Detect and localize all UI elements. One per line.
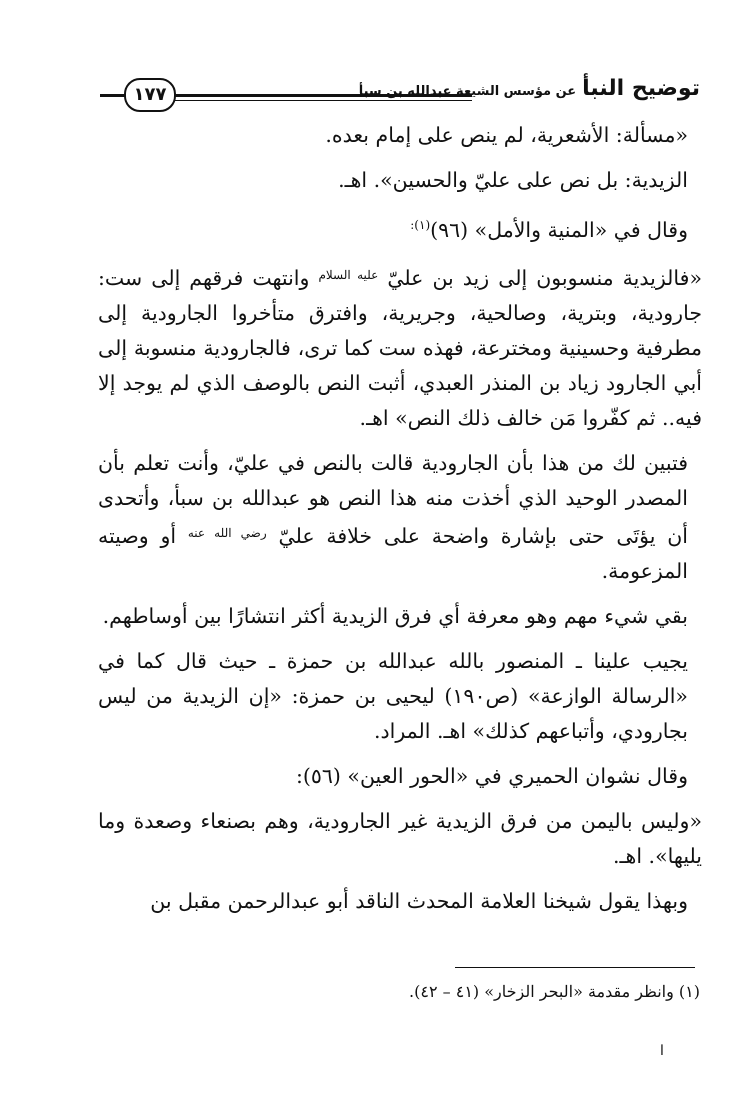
footnote-text: (١) وانظر مقدمة «البحر الزخار» (٤١ – ٤٢). <box>409 982 700 1001</box>
header-rule-thick <box>166 94 472 97</box>
footnote-reference: (١): <box>410 218 431 232</box>
honorific-zaid: عليه السلام <box>318 268 379 282</box>
jarudiya-nass-text: فتبين لك من هذا بأن الجارودية قالت بالنص في عليّ، وأنت تعلم بأن المصدر الوحيد الذي أخذت منه هذا النص هو عبدالله بن سبأ، وأتحدى أن يؤتَى حتى بإشارة واضحة على خلافة عليّ <box>98 451 688 548</box>
book-title <box>359 76 700 101</box>
munya-intro-text: وقال في «المنية والأمل» (٩٦) <box>430 218 688 242</box>
paragraph-yemen-quote: «وليس باليمن من فرق الزيدية غير الجارودية، وهم بصنعاء وصعدة وما يليها». اهـ. <box>98 809 702 868</box>
footnote-separator <box>455 967 695 968</box>
paragraph-mansur-answer: يجيب علينا ـ المنصور بالله عبدالله بن حمزة ـ حيث قال كما في «الرسالة الوازعة» (ص١٩٠) ليحيى بن حمزة: «إن الزيدية من ليس بجارودي، وأتباعهم كذلك» اهـ. المراد. <box>98 649 688 743</box>
zaidiya-sects-rest: وانتهت فرقهم إلى ست: جارودية، وبترية، وصالحية، وجريرية، وافترق متأخروا الجارودية إلى مطرفية وحسينية ومخترعة، فهذه ست كما ترى، فالجارودية منسوبة إلى أبي الجارود زياد بن المنذر العبدي، أثبت النص بالوصف الذي لم يوجد إلا فيه.. ثم كفّروا مَن خالف ذلك النص» اهـ. <box>98 266 702 430</box>
running-header <box>100 74 700 118</box>
paragraph-munya-intro <box>98 208 702 248</box>
book-subtitle: عن مؤسس الشيعة عبدالله بن سبأ <box>358 84 577 99</box>
paragraph-zaidiya-nass: الزيدية: بل نص على عليّ والحسين». اهـ. <box>338 168 688 192</box>
stray-mark: ا <box>660 1043 664 1059</box>
header-rule-thin <box>166 100 472 101</box>
paragraph-zaidiya-sects <box>98 258 702 436</box>
paragraph-jarudiya-nass <box>98 446 702 589</box>
paragraph-quote-ashari: «مسألة: الأشعرية، لم ينص على إمام بعده. <box>325 123 688 147</box>
paragraph-most-widespread: بقي شيء مهم وهو معرفة أي فرق الزيدية أكثر انتشارًا بين أوساطهم. <box>102 604 688 628</box>
page-number: ١٧٧ <box>124 78 176 112</box>
jarudiya-nass-end: أو وصيته المزعومة. <box>98 524 688 583</box>
book-title-main: توضيح النبأ <box>582 76 700 101</box>
honorific-ali: رضي الله عنه <box>187 526 267 540</box>
main-text <box>98 118 702 919</box>
page-number-rule <box>100 94 126 97</box>
zaidiya-sects-start: «فالزيدية منسوبون إلى زيد بن عليّ <box>387 266 702 290</box>
paragraph-muqbil: وبهذا يقول شيخنا العلامة المحدث الناقد أبو عبدالرحمن مقبل بن <box>150 889 688 913</box>
paragraph-nashwan: وقال نشوان الحميري في «الحور العين» (٥٦): <box>295 764 688 788</box>
